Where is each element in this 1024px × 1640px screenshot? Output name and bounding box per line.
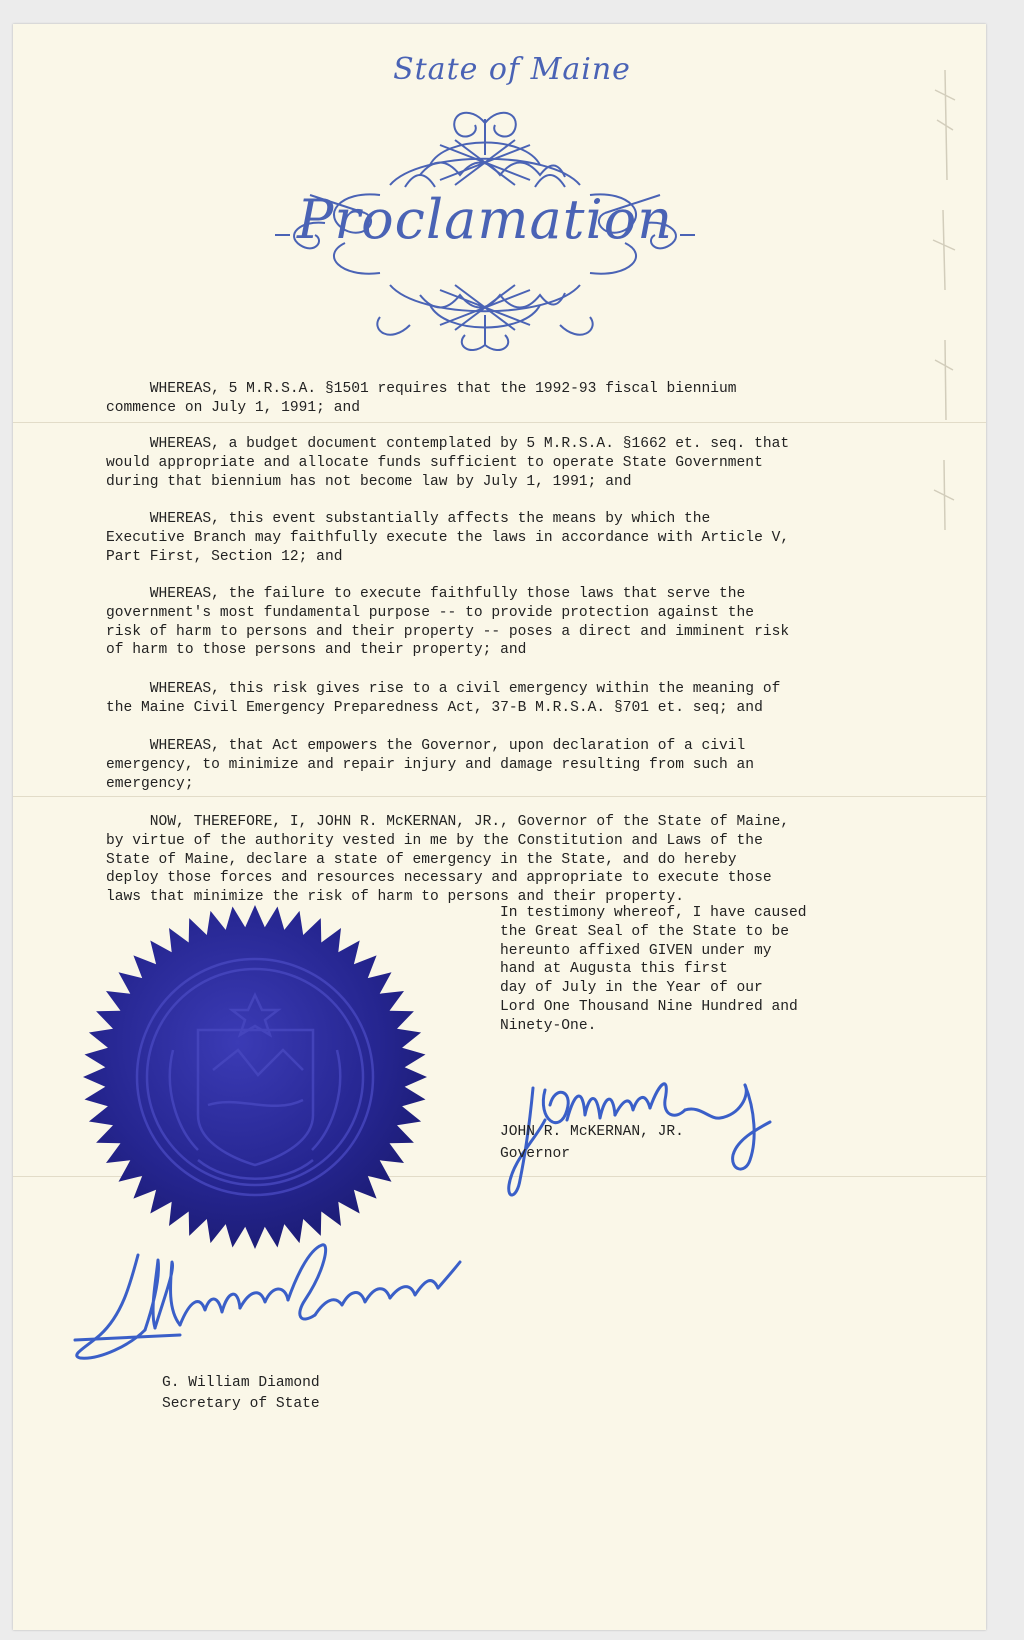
- state-seal-icon: [78, 900, 433, 1255]
- proclamation-title: Proclamation: [296, 188, 674, 251]
- whereas-paragraph-1: WHEREAS, 5 M.R.S.A. §1501 requires that the 1992-93 fiscal biennium commence on July 1, 1991; and: [106, 381, 737, 416]
- secretary-signature-icon: [60, 1240, 480, 1370]
- fold-line-upper: [13, 422, 986, 423]
- governor-name: JOHN R. McKERNAN, JR.: [500, 1124, 684, 1140]
- whereas-paragraph-5: WHEREAS, this risk gives rise to a civil emergency within the meaning of the Maine Civil Emergency Preparedness Act, 37-B M.R.S.A. §701 et. seq; and: [106, 681, 781, 716]
- governor-title: Governor: [500, 1146, 571, 1162]
- secretary-name: G. William Diamond: [162, 1375, 320, 1391]
- margin-pencil-marks-icon: [925, 60, 965, 660]
- whereas-paragraph-4: WHEREAS, the failure to execute faithfully those laws that serve the government's most fundamental purpose -- to provide protection against the risk of harm to persons and their property -- poses a direct and imminent risk of harm to those persons and their property; and: [106, 586, 790, 659]
- whereas-paragraph-6: WHEREAS, that Act empowers the Governor, upon declaration of a civil emergency, to minimize and repair injury and damage resulting from such an emergency;: [106, 738, 755, 792]
- now-therefore-paragraph: NOW, THEREFORE, I, JOHN R. McKERNAN, JR., Governor of the State of Maine, by virtue of the authority vested in me by the Constitution and Laws of the State of Maine, declare a state of emergency in the State, and do hereby deploy those forces and resources necessary and appropriate to execute those laws that minimize the risk of harm to persons and their property.: [106, 814, 790, 906]
- testimony-clause: In testimony whereof, I have caused the Great Seal of the State to be hereunto affixed GIVEN under my hand at Augusta this first day of July in the Year of our Lord One Thousand Nine Hundred and Ninety-One.: [500, 905, 807, 1034]
- fold-line-middle: [13, 796, 986, 797]
- whereas-paragraph-2: WHEREAS, a budget document contemplated by 5 M.R.S.A. §1662 et. seq. that would appropriate and allocate funds sufficient to operate State Government during that biennium has not become law by July 1, 1991; and: [106, 436, 790, 490]
- secretary-title: Secretary of State: [162, 1396, 320, 1412]
- whereas-paragraph-3: WHEREAS, this event substantially affects the means by which the Executive Branch may faithfully execute the laws in accordance with Article V, Part First, Section 12; and: [106, 511, 790, 565]
- state-title: State of Maine: [393, 52, 631, 87]
- seal-starburst: [83, 905, 427, 1249]
